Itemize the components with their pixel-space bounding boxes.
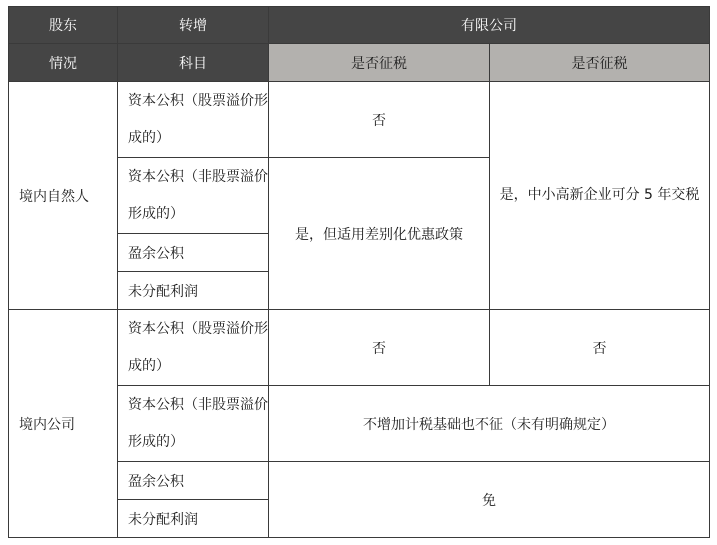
- subject-cell: [118, 82, 269, 158]
- header-shareholder-cell: 股东: [9, 7, 118, 44]
- table-row: [9, 82, 710, 158]
- tax-cell-a: 否: [269, 82, 490, 158]
- header-group-title: 有限公司: [269, 7, 710, 44]
- header-subject-cell-line2: 科目: [118, 44, 269, 82]
- subject-label: 资本公积（非股票溢价形成的）: [128, 396, 268, 450]
- tax-cell-b: 否: [490, 310, 710, 386]
- table-row: [9, 310, 710, 386]
- tax-cell-merged: 不增加计税基础也不征（未有明确规定）: [269, 386, 710, 462]
- subject-cell: 未分配利润: [118, 272, 269, 310]
- subject-label: 资本公积（股票溢价形成的）: [128, 92, 268, 146]
- subject-cell: [118, 158, 269, 234]
- tax-cell-b-text: 是，中小高新企业可分 5 年交税: [499, 187, 700, 203]
- subject-cell: 未分配利润: [118, 500, 269, 538]
- shareholder-company: 境内公司: [9, 310, 118, 538]
- subject-label: 资本公积（非股票溢价形成的）: [128, 168, 268, 222]
- subject-cell: [118, 386, 269, 462]
- header-taxable-a: 是否征税: [269, 44, 490, 82]
- tax-cell-merged-exempt: 免: [269, 462, 710, 538]
- header-subject-cell: 转增: [118, 7, 269, 44]
- subject-cell: 盈余公积: [118, 234, 269, 272]
- tax-cell-a: 否: [269, 310, 490, 386]
- subject-cell: [118, 310, 269, 386]
- tax-cell-b-merged: [490, 82, 710, 310]
- shareholder-natural-person: 境内自然人: [9, 82, 118, 310]
- subject-label: 资本公积（股票溢价形成的）: [128, 320, 268, 374]
- header-shareholder-cell-line2: 情况: [9, 44, 118, 82]
- tax-cell-a-merged: 是，但适用差别化优惠政策: [269, 158, 490, 310]
- header-row-1: [9, 7, 710, 44]
- tax-comparison-table: [8, 6, 710, 538]
- subject-cell: 盈余公积: [118, 462, 269, 500]
- header-row-2: [9, 44, 710, 82]
- header-taxable-b: 是否征税: [490, 44, 710, 82]
